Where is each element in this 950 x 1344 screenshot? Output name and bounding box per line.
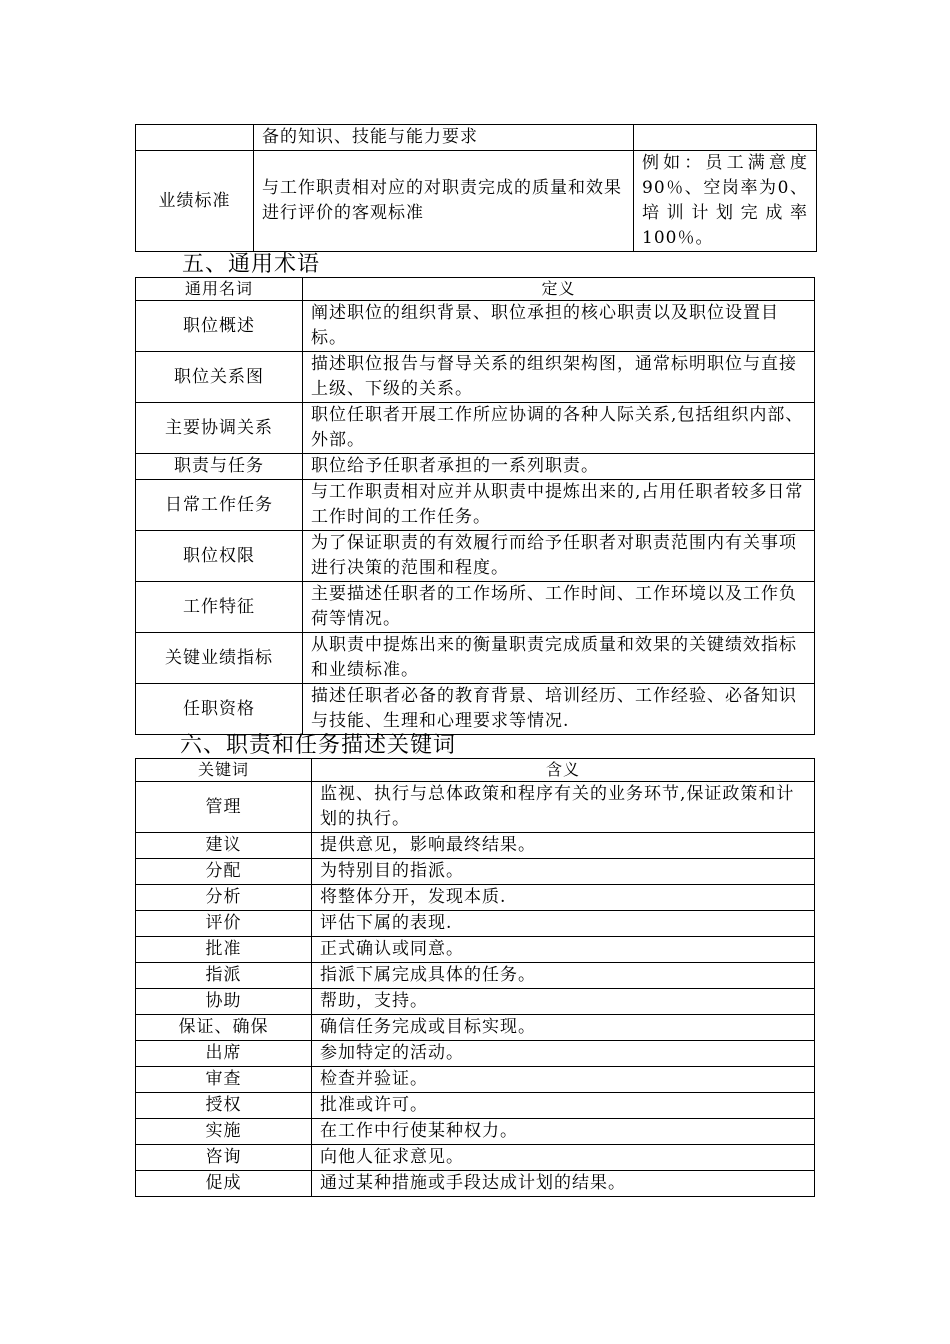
row-example: 例如：员工满意度90％、空岗率为0、培训计划完成率100％。 [634, 151, 817, 252]
term-cell: 职位权限 [136, 531, 303, 582]
definition-cell: 描述职位报告与督导关系的组织架构图，通常标明职位与直接上级、下级的关系。 [303, 352, 815, 403]
row-description: 备的知识、技能与能力要求 [254, 125, 634, 151]
keyword-cell: 建议 [136, 833, 312, 859]
table-row [136, 1145, 815, 1171]
term-cell: 关键业绩指标 [136, 633, 303, 684]
table-row [136, 352, 815, 403]
table-row [136, 911, 815, 937]
table-row [136, 859, 815, 885]
table-row [136, 633, 815, 684]
keyword-cell: 批准 [136, 937, 312, 963]
meaning-cell: 正式确认或同意。 [312, 937, 815, 963]
section-title: 六、职责和任务描述关键词 [180, 733, 457, 758]
table-row [136, 151, 817, 252]
keyword-cell: 出席 [136, 1041, 312, 1067]
term-cell: 职责与任务 [136, 454, 303, 480]
meaning-cell: 在工作中行使某种权力。 [312, 1119, 815, 1145]
table-row [136, 684, 815, 735]
table-row [136, 885, 815, 911]
keyword-cell: 指派 [136, 963, 312, 989]
keywords-table [135, 758, 815, 1197]
meaning-cell: 提供意见，影响最终结果。 [312, 833, 815, 859]
meaning-cell: 评估下属的表现. [312, 911, 815, 937]
meaning-cell: 参加特定的活动。 [312, 1041, 815, 1067]
meaning-cell: 指派下属完成具体的任务。 [312, 963, 815, 989]
keyword-cell: 授权 [136, 1093, 312, 1119]
table-row [136, 301, 815, 352]
definition-cell: 描述任职者必备的教育背景、培训经历、工作经验、必备知识与技能、生理和心理要求等情况. [303, 684, 815, 735]
table-row [136, 963, 815, 989]
keyword-cell: 协助 [136, 989, 312, 1015]
meaning-cell: 通过某种措施或手段达成计划的结果。 [312, 1171, 815, 1197]
definition-cell: 主要描述任职者的工作场所、工作时间、工作环境以及工作负荷等情况。 [303, 582, 815, 633]
keyword-cell: 促成 [136, 1171, 312, 1197]
term-cell: 工作特征 [136, 582, 303, 633]
table-row [136, 1171, 815, 1197]
table-row [136, 531, 815, 582]
meaning-cell: 向他人征求意见。 [312, 1145, 815, 1171]
keyword-cell: 保证、确保 [136, 1015, 312, 1041]
table-row [136, 937, 815, 963]
term-cell: 任职资格 [136, 684, 303, 735]
table-row [136, 782, 815, 833]
table-row [136, 125, 817, 151]
keyword-cell: 管理 [136, 782, 312, 833]
term-cell: 日常工作任务 [136, 480, 303, 531]
keyword-cell: 分配 [136, 859, 312, 885]
meaning-cell: 帮助，支持。 [312, 989, 815, 1015]
meaning-cell: 确信任务完成或目标实现。 [312, 1015, 815, 1041]
table-row [136, 454, 815, 480]
performance-table [135, 124, 817, 252]
term-cell: 主要协调关系 [136, 403, 303, 454]
terms-table [135, 277, 815, 735]
meaning-cell: 将整体分开，发现本质. [312, 885, 815, 911]
row-label: 业绩标准 [136, 151, 254, 252]
column-header: 关键词 [136, 759, 312, 782]
row-description: 与工作职责相对应的对职责完成的质量和效果进行评价的客观标准 [254, 151, 634, 252]
definition-cell: 与工作职责相对应并从职责中提炼出来的,占用任职者较多日常工作时间的工作任务。 [303, 480, 815, 531]
definition-cell: 职位任职者开展工作所应协调的各种人际关系,包括组织内部、外部。 [303, 403, 815, 454]
table-row [136, 1093, 815, 1119]
definition-cell: 阐述职位的组织背景、职位承担的核心职责以及职位设置目标。 [303, 301, 815, 352]
term-cell: 职位关系图 [136, 352, 303, 403]
meaning-cell: 批准或许可。 [312, 1093, 815, 1119]
definition-cell: 职位给予任职者承担的一系列职责。 [303, 454, 815, 480]
row-example [634, 125, 817, 151]
table-header-row [136, 759, 815, 782]
meaning-cell: 为特别目的指派。 [312, 859, 815, 885]
keyword-cell: 分析 [136, 885, 312, 911]
term-cell: 职位概述 [136, 301, 303, 352]
table-row [136, 1015, 815, 1041]
table-row [136, 833, 815, 859]
table-row [136, 582, 815, 633]
keyword-cell: 审查 [136, 1067, 312, 1093]
keyword-cell: 实施 [136, 1119, 312, 1145]
table-row [136, 1067, 815, 1093]
column-header: 通用名词 [136, 278, 303, 301]
keyword-cell: 评价 [136, 911, 312, 937]
definition-cell: 为了保证职责的有效履行而给予任职者对职责范围内有关事项进行决策的范围和程度。 [303, 531, 815, 582]
column-header: 定义 [303, 278, 815, 301]
row-label [136, 125, 254, 151]
table-header-row [136, 278, 815, 301]
table-row [136, 403, 815, 454]
table-row [136, 989, 815, 1015]
table-row [136, 1119, 815, 1145]
meaning-cell: 监视、执行与总体政策和程序有关的业务环节,保证政策和计划的执行。 [312, 782, 815, 833]
column-header: 含义 [312, 759, 815, 782]
definition-cell: 从职责中提炼出来的衡量职责完成质量和效果的关键绩效指标和业绩标准。 [303, 633, 815, 684]
table-row [136, 480, 815, 531]
keyword-cell: 咨询 [136, 1145, 312, 1171]
section-title: 五、通用术语 [182, 252, 321, 277]
meaning-cell: 检查并验证。 [312, 1067, 815, 1093]
table-row [136, 1041, 815, 1067]
